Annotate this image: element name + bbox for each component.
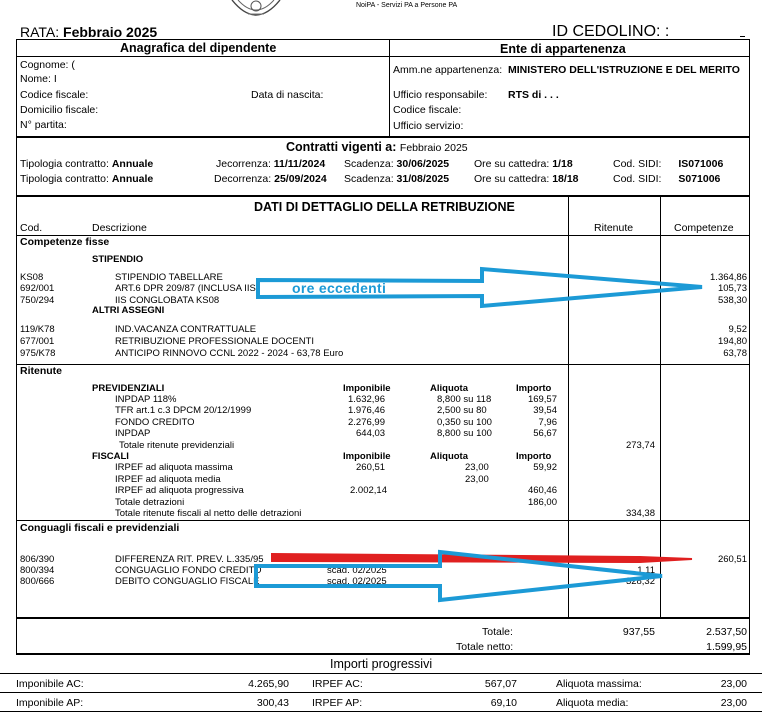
totale-rit-value: 937,55 (622, 626, 655, 638)
irpef-ac-value: 567,07 (484, 678, 517, 690)
col-rit-header: Ritenute (594, 222, 634, 234)
col-cod-header: Cod. (20, 222, 43, 234)
stipendio-heading: STIPENDIO (92, 254, 144, 265)
serv-label: Ufficio servizio: (393, 120, 464, 132)
ente-title: Ente di appartenenza (500, 42, 626, 56)
aliq-media-value: 23,00 (720, 697, 747, 709)
tot-fisc-label: Totale ritenute fiscali al netto delle detrazioni (115, 508, 302, 519)
uff-value: RTS di . . . (508, 89, 559, 101)
irpef-ap-label: IRPEF AP: (312, 697, 363, 709)
emblem-icon (226, 0, 286, 22)
rata-value: Febbraio 2025 (63, 24, 158, 40)
aliq-max-label: Aliquota massima: (556, 678, 642, 690)
ritenute-heading: Ritenute (20, 365, 62, 377)
uff-label: Ufficio responsabile: (393, 89, 488, 101)
previdenziali-heading: PREVIDENZIALI (92, 383, 165, 394)
imp-ac-value: 4.265,90 (248, 678, 289, 690)
h-imponibile-fiscali: Imponibile (343, 451, 391, 462)
tot-prev-value: 273,74 (625, 440, 655, 451)
h-aliquota: Aliquota (430, 383, 468, 394)
cedolino-value: : (664, 23, 670, 40)
netto-value: 1.599,95 (706, 641, 747, 653)
h-aliquota-fiscali: Aliquota (430, 451, 468, 462)
anagrafica-title: Anagrafica del dipendente (120, 41, 277, 55)
ente-cf-label: Codice fiscale: (393, 104, 462, 116)
irpef-ac-label: IRPEF AC: (312, 678, 363, 690)
imp-ac-label: Imponibile AC: (16, 678, 84, 690)
cognome-label: Cognome: ( (20, 59, 75, 71)
imp-ap-value: 300,43 (256, 697, 289, 709)
imp-ap-label: Imponibile AP: (16, 697, 84, 709)
totale-comp-value: 2.537,50 (706, 626, 747, 638)
progressivi-title: Importi progressivi (330, 657, 433, 671)
contratti-title: Contratti vigenti a: Febbraio 2025 (286, 140, 468, 154)
col-desc-header: Descrizione (92, 222, 147, 234)
partita-label: N° partita: (20, 119, 67, 131)
domicilio-label: Domicilio fiscale: (20, 104, 99, 116)
col-comp-header: Competenze (674, 222, 734, 234)
cf-label: Codice fiscale: (20, 89, 89, 101)
nome-label: Nome: I (20, 73, 57, 85)
competenze-fisse-heading: Competenze fisse (20, 236, 110, 248)
irpef-ap-value: 69,10 (490, 697, 517, 709)
h-imponibile: Imponibile (343, 383, 391, 394)
tot-fisc-value: 334,38 (625, 508, 655, 519)
dettaglio-title: DATI DI DETTAGLIO DELLA RETRIBUZIONE (254, 200, 515, 214)
netto-label: Totale netto: (456, 641, 514, 653)
h-importo: Importo (516, 383, 552, 394)
h-importo-fiscali: Importo (516, 451, 552, 462)
amm-value: MINISTERO DELL'ISTRUZIONE E DEL MERITO (508, 64, 740, 76)
rata-label: RATA: Febbraio 2025 (20, 24, 158, 40)
annotation-text: ore eccedenti (292, 280, 387, 296)
noipa-header: NoiPA - Servizi PA a Persone PA (356, 2, 458, 9)
amm-label: Amm.ne appartenenza: (393, 64, 503, 76)
tot-prev-label: Totale ritenute previdenziali (119, 440, 235, 451)
conguagli-heading: Conguagli fiscali e previdenziali (20, 522, 180, 534)
aliq-media-label: Aliquota media: (556, 697, 629, 709)
aliq-max-value: 23,00 (720, 678, 747, 690)
fiscali-heading: FISCALI (92, 451, 129, 462)
altri-assegni-heading: ALTRI ASSEGNI (92, 305, 165, 316)
cedolino-label: ID CEDOLINO: : (552, 23, 670, 40)
totale-label: Totale: (482, 626, 513, 638)
nascita-label: Data di nascita: (251, 89, 324, 101)
